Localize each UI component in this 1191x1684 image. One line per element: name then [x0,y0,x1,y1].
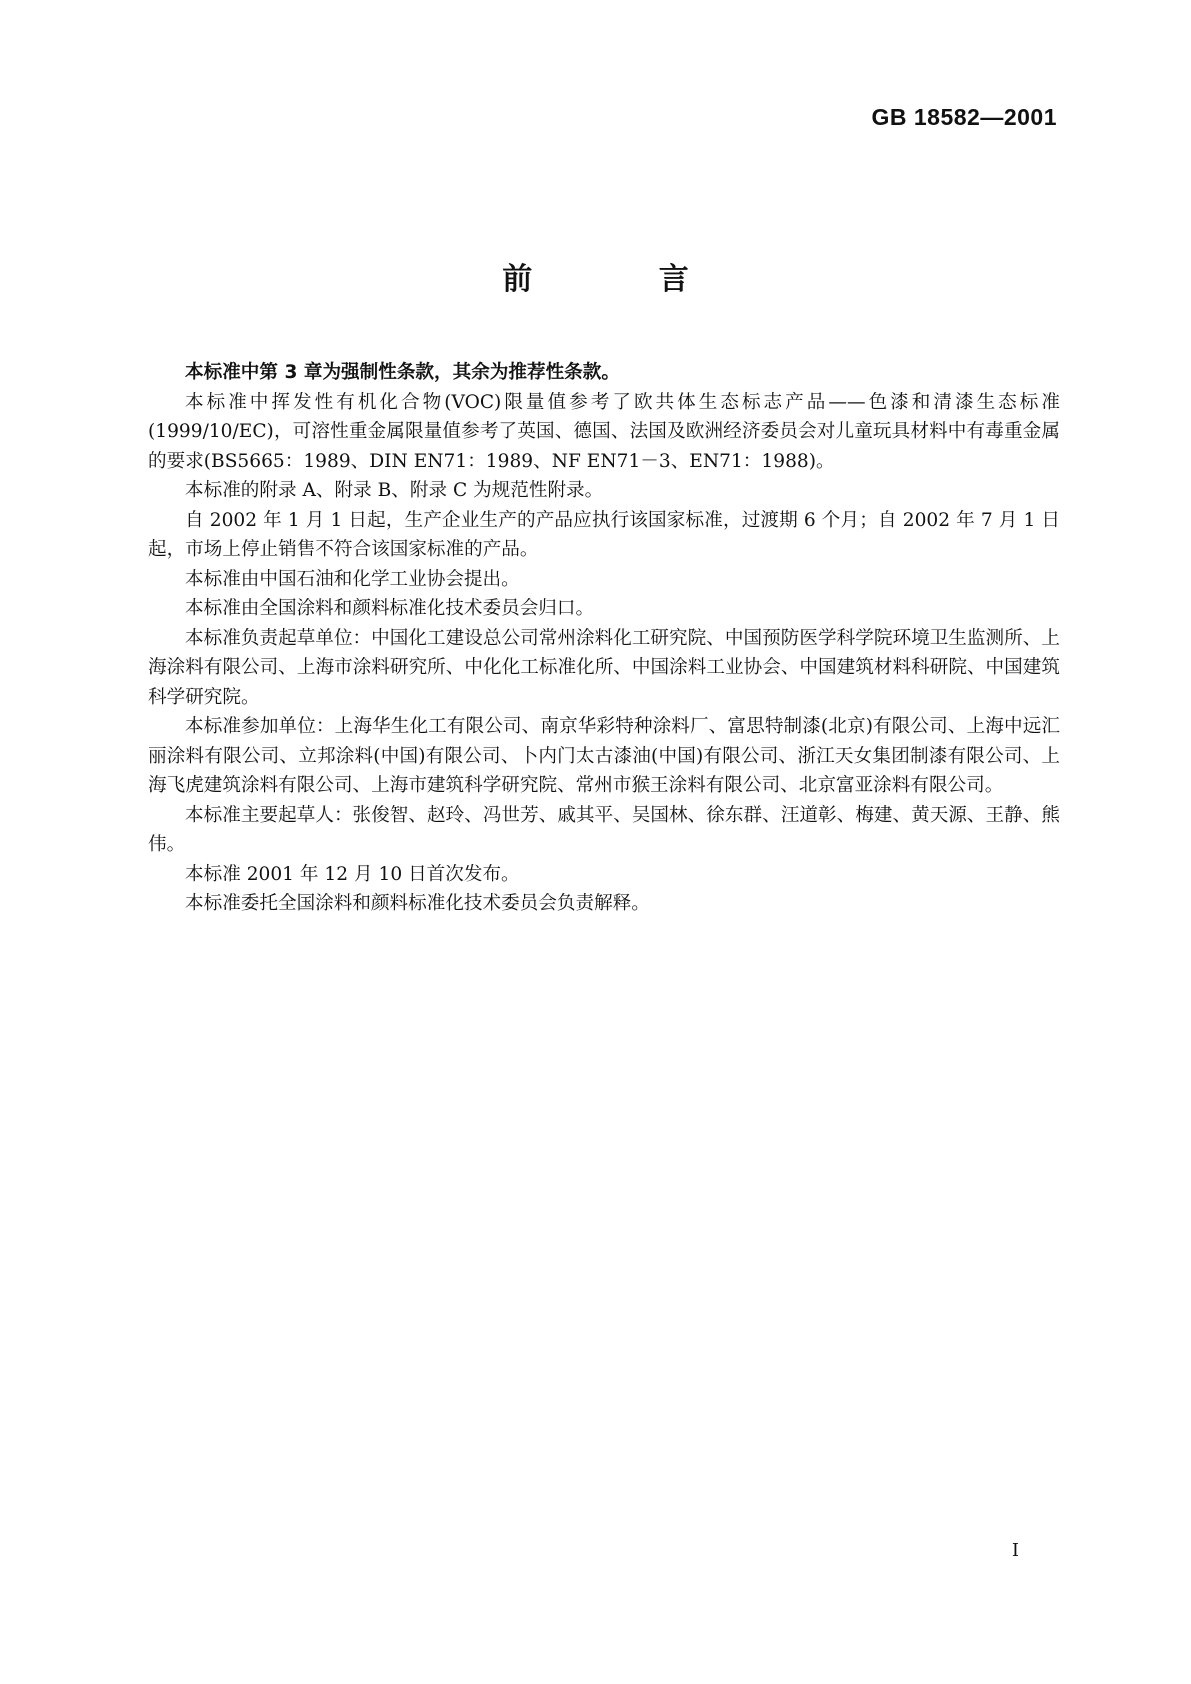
standard-code: GB 18582—2001 [871,104,1057,130]
page-title: 前 言 [502,262,747,297]
paragraph-participating-units: 本标准参加单位：上海华生化工有限公司、南京华彩特种涂料厂、富思特制漆(北京)有限公司、上海中远汇丽涂料有限公司、立邦涂料(中国)有限公司、卜内门太古漆油(中国)有限公司、浙江天女集团制漆有限公司、上海飞虎建筑涂料有限公司、上海市建筑科学研究院、常州市猴王涂料有限公司、北京富亚涂料有限公司。 [148,716,1060,796]
paragraph-proposed-by: 本标准由中国石油和化学工业协会提出。 [185,568,520,590]
paragraph-first-issue: 本标准 2001 年 12 月 10 日首次发布。 [185,863,520,885]
paragraph-references: 本标准中挥发性有机化合物(VOC)限量值参考了欧共体生态标志产品——色漆和清漆生态标准(1999/10/EC)，可溶性重金属限量值参考了英国、德国、法国及欧洲经济委员会对儿童玩具材料中有毒重金属的要求(BS5665：1989、DIN EN71：1989、NF EN71－3、EN71：1988)。 [148,391,1060,472]
paragraph-centralized-by: 本标准由全国涂料和颜料标准化技术委员会归口。 [185,598,595,619]
paragraph-annexes: 本标准的附录 A、附录 B、附录 C 为规范性附录。 [185,480,604,501]
paragraph-interpretation: 本标准委托全国涂料和颜料标准化技术委员会负责解释。 [185,893,650,914]
paragraph-mandatory-clauses: 本标准中第 3 章为强制性条款，其余为推荐性条款。 [185,362,620,383]
page-number: I [1011,1540,1019,1561]
paragraph-drafting-units: 本标准负责起草单位：中国化工建设总公司常州涂料化工研究院、中国预防医学科学院环境卫生监测所、上海涂料有限公司、上海市涂料研究所、中化化工标准化所、中国涂料工业协会、中国建筑材料科研院、中国建筑科学研究院。 [148,627,1060,708]
paragraph-main-drafters: 本标准主要起草人：张俊智、赵玲、冯世芳、戚其平、吴国林、徐东群、汪道彰、梅建、黄天源、王静、熊伟。 [148,804,1060,855]
foreword-body [148,358,1060,919]
paragraph-effective-date: 自 2002 年 1 月 1 日起，生产企业生产的产品应执行该国家标准，过渡期 6 个月；自 2002 年 7 月 1 日起，市场上停止销售不符合该国家标准的产品。 [148,509,1060,560]
